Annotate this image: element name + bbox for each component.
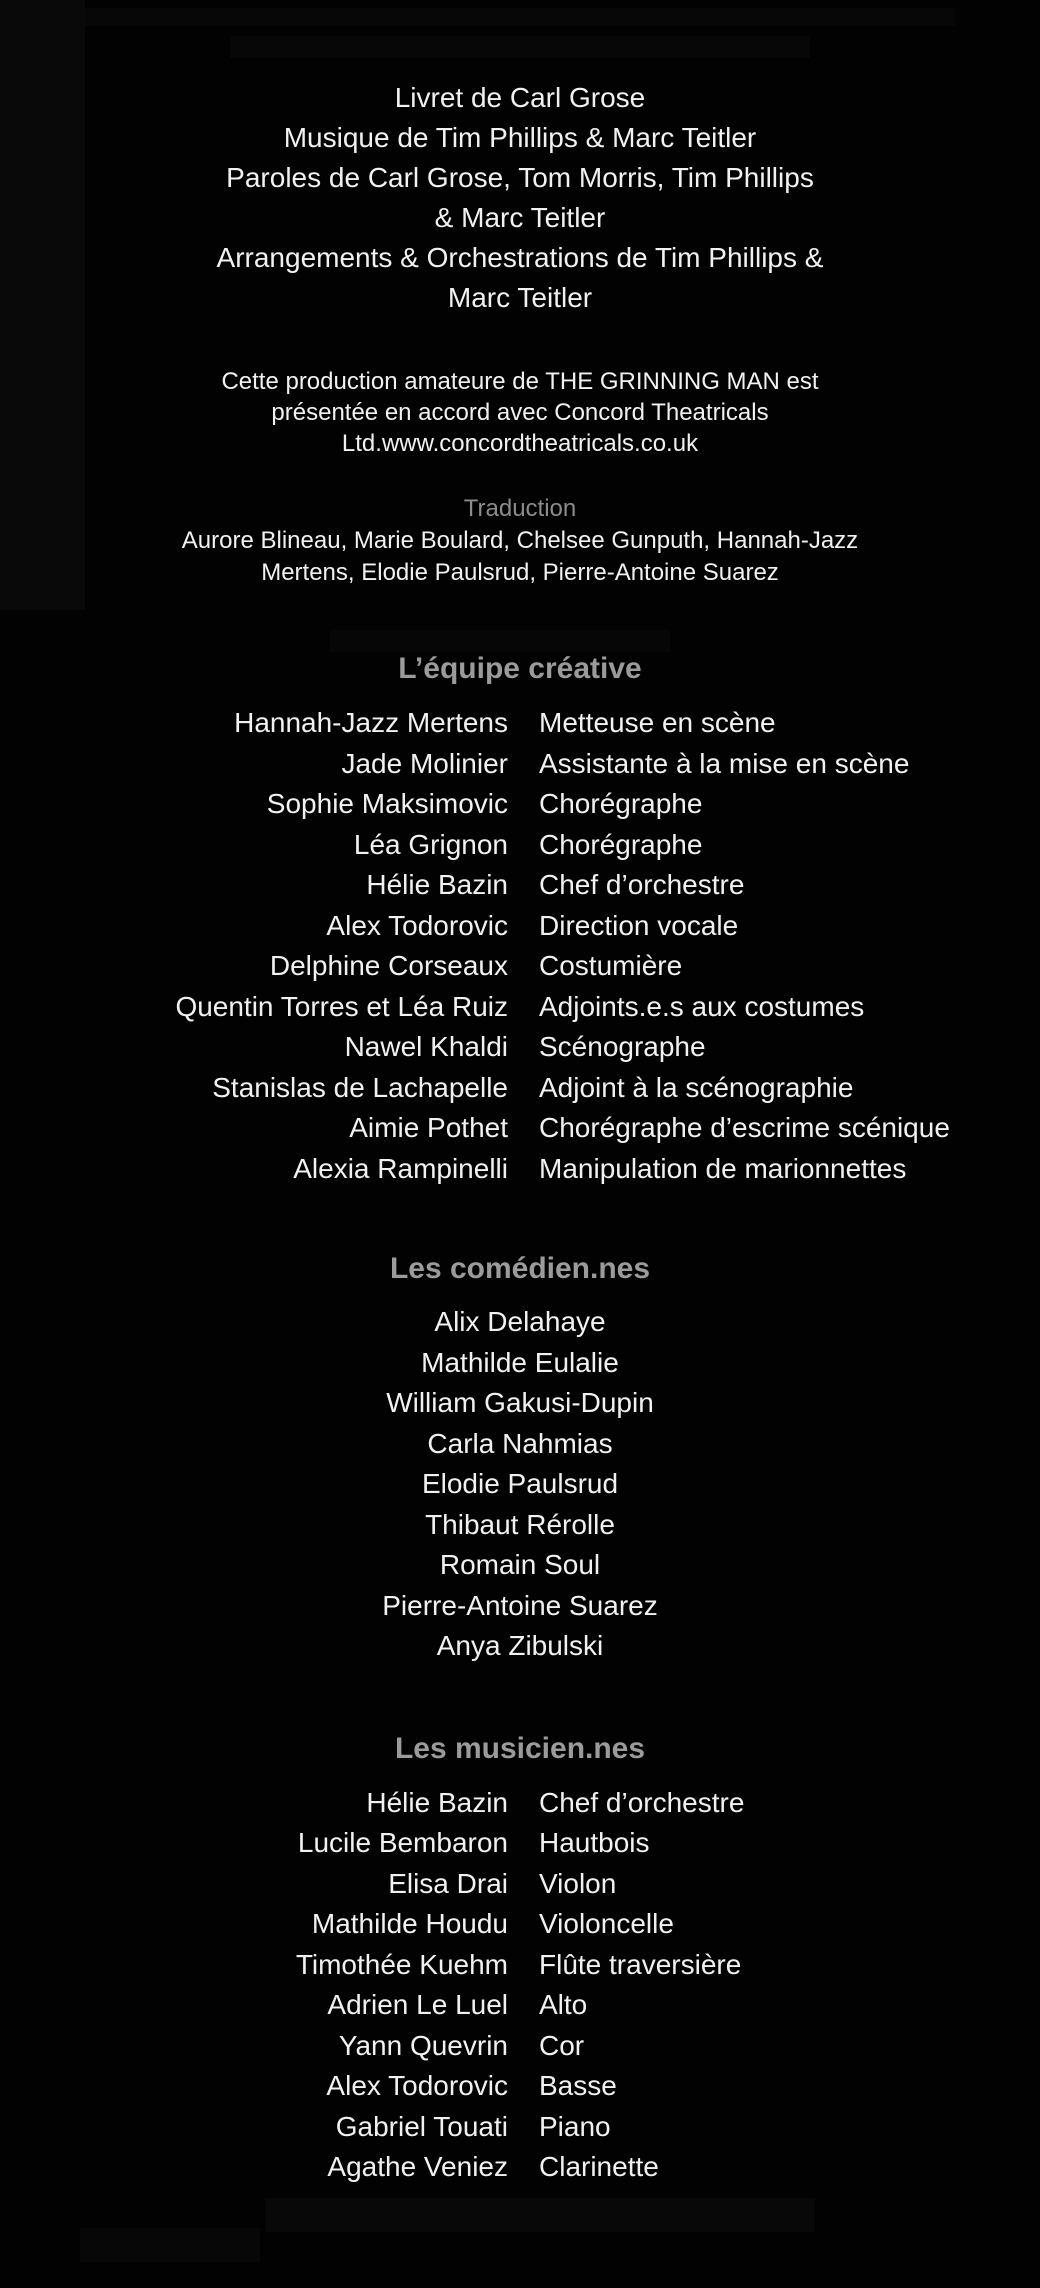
license-notice-block	[0, 366, 1040, 459]
credit-row	[0, 1864, 1040, 1905]
person-role: Chef d’orchestre	[539, 1786, 745, 1818]
person-name: Léa Grignon	[353, 828, 508, 860]
actor-name: Anya Zibulski	[436, 1630, 604, 1661]
section-title-actors: Les comédien.nes	[389, 1252, 651, 1285]
person-role: Violoncelle	[539, 1908, 674, 1939]
musicians-list	[0, 1783, 1040, 2188]
translator-line: Mertens, Elodie Paulsrud, Pierre-Antoine Suarez	[261, 559, 779, 586]
person-name: Adrien Le Luel	[327, 1989, 508, 2020]
credit-row	[0, 2147, 1040, 2188]
section-creative-team	[0, 649, 1040, 1189]
person-name: Delphine Corseaux	[269, 950, 508, 981]
person-name: Sophie Maksimovic	[266, 788, 508, 819]
production-credit-line: Arrangements & Orchestrations de Tim Phillips &	[216, 242, 824, 273]
license-line: Cette production amateure de THE GRINNING MAN est	[221, 368, 819, 395]
credit-row	[0, 906, 1040, 947]
credit-row	[0, 2107, 1040, 2148]
credit-row	[0, 1068, 1040, 1109]
credit-row	[0, 1823, 1040, 1864]
actor-name: Alix Delahaye	[434, 1306, 606, 1337]
person-role: Assistante à la mise en scène	[539, 747, 910, 779]
person-role: Clarinette	[539, 2151, 659, 2182]
person-name: Alex Todorovic	[326, 2070, 508, 2101]
credit-row	[0, 703, 1040, 744]
license-line: Ltd.www.concordtheatricals.co.uk	[341, 430, 699, 457]
person-name: Aimie Pothet	[349, 1112, 508, 1143]
section-title-musicians: Les musicien.nes	[394, 1731, 646, 1765]
section-actors	[0, 1249, 1040, 1667]
production-credit-line: & Marc Teitler	[434, 202, 606, 233]
actor-name: William Gakusi-Dupin	[386, 1387, 654, 1418]
actor-name: Pierre-Antoine Suarez	[382, 1589, 658, 1621]
credit-row	[0, 1783, 1040, 1824]
person-name: Mathilde Houdu	[311, 1908, 508, 1939]
person-role: Alto	[539, 1989, 588, 2020]
credit-row	[0, 865, 1040, 906]
credit-row	[0, 784, 1040, 825]
background-artifact	[265, 2198, 815, 2232]
actor-name: Mathilde Eulalie	[421, 1346, 619, 1378]
credit-row	[0, 1027, 1040, 1068]
background-artifact	[80, 2228, 260, 2262]
person-role: Basse	[539, 2070, 617, 2101]
person-role: Flûte traversière	[539, 1948, 742, 1980]
production-credits-block	[0, 0, 1040, 318]
credit-row	[0, 2066, 1040, 2107]
person-role: Adjoints.e.s aux costumes	[539, 990, 865, 1022]
production-credit-line: Marc Teitler	[447, 282, 593, 313]
person-role: Direction vocale	[539, 909, 739, 941]
person-name: Yann Quevrin	[338, 2029, 508, 2061]
person-name: Jade Molinier	[341, 747, 508, 779]
credit-row	[0, 1904, 1040, 1945]
person-name: Nawel Khaldi	[344, 1031, 508, 1062]
person-name: Alexia Rampinelli	[293, 1152, 508, 1184]
person-role: Chorégraphe d’escrime scénique	[539, 1112, 950, 1143]
production-credit-line: Livret de Carl Grose	[394, 82, 646, 113]
production-credit-line: Musique de Tim Phillips & Marc Teitler	[283, 122, 757, 153]
production-credit-line: Paroles de Carl Grose, Tom Morris, Tim Phillips	[226, 162, 814, 193]
license-line: présentée en accord avec Concord Theatricals	[271, 399, 769, 426]
person-name: Hannah-Jazz Mertens	[234, 707, 508, 738]
credit-row	[0, 946, 1040, 987]
person-name: Timothée Kuehm	[295, 1948, 508, 1980]
person-role: Chorégraphe	[539, 788, 703, 819]
actor-name: Thibaut Rérolle	[425, 1508, 615, 1540]
credit-row	[0, 1985, 1040, 2026]
person-name: Elisa Drai	[388, 1867, 508, 1899]
person-role: Costumière	[539, 950, 683, 981]
person-name: Gabriel Touati	[335, 2110, 508, 2142]
credit-row	[0, 987, 1040, 1028]
person-name: Agathe Veniez	[327, 2151, 508, 2182]
credit-row	[0, 1149, 1040, 1190]
person-name: Lucile Bembaron	[297, 1827, 508, 1858]
person-role: Hautbois	[539, 1827, 650, 1858]
person-name: Stanislas de Lachapelle	[212, 1071, 508, 1103]
section-musicians	[0, 1729, 1040, 2188]
credit-row	[0, 744, 1040, 785]
person-role: Adjoint à la scénographie	[539, 1071, 854, 1103]
person-role: Metteuse en scène	[539, 707, 776, 738]
person-name: Hélie Bazin	[366, 869, 508, 900]
actor-name: Romain Soul	[439, 1549, 601, 1580]
translation-title: Traduction	[463, 495, 577, 522]
person-name: Alex Todorovic	[326, 909, 508, 941]
translator-lines	[0, 525, 1040, 589]
person-role: Chorégraphe	[539, 828, 703, 860]
person-role: Manipulation de marionnettes	[539, 1152, 907, 1184]
actors-list	[0, 1302, 1040, 1667]
actor-name: Carla Nahmias	[427, 1427, 613, 1459]
credit-row	[0, 825, 1040, 866]
person-role: Cor	[539, 2029, 585, 2061]
translation-block	[0, 493, 1040, 589]
person-name: Quentin Torres et Léa Ruiz	[175, 990, 508, 1022]
creative-team-list	[0, 703, 1040, 1189]
person-role: Violon	[539, 1867, 617, 1899]
translator-line: Aurore Blineau, Marie Boulard, Chelsee Gunputh, Hannah-Jazz	[181, 527, 859, 554]
person-role: Piano	[539, 2110, 611, 2142]
section-title-creative-team: L’équipe créative	[398, 652, 642, 685]
person-role: Chef d’orchestre	[539, 869, 745, 900]
credit-row	[0, 2026, 1040, 2067]
credit-row	[0, 1945, 1040, 1986]
credit-row	[0, 1108, 1040, 1149]
person-role: Scénographe	[539, 1031, 706, 1062]
actor-name: Elodie Paulsrud	[421, 1468, 619, 1499]
person-name: Hélie Bazin	[366, 1786, 508, 1818]
